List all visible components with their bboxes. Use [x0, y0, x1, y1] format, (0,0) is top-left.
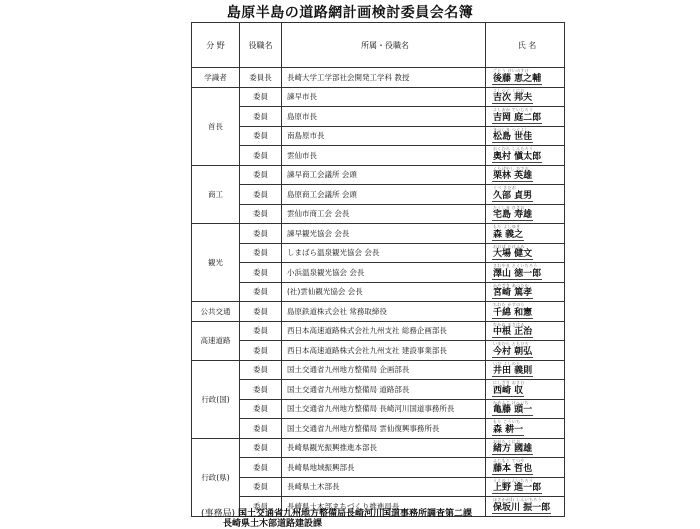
field-cell: 首長 [192, 87, 240, 165]
name-cell [486, 302, 565, 322]
table-row [192, 165, 565, 185]
role-cell: 委員 [240, 380, 282, 400]
role-cell: 委員 [240, 341, 282, 361]
role-cell: 委員 [240, 185, 282, 205]
member-name: 今村 朝弘 [493, 346, 533, 357]
member-name: 森 義之 [493, 229, 524, 240]
table-row [192, 224, 565, 244]
name-furigana: ほさかがわ しんいちろう [493, 497, 542, 502]
name-furigana: もり よしゆき [493, 224, 521, 229]
role-cell: 委員 [240, 399, 282, 419]
affiliation-cell: 雲仙市長 [282, 146, 486, 166]
role-cell: 委員 [240, 360, 282, 380]
page-title: 島原半島の道路網計画検討委員会名簿 [226, 5, 474, 21]
table-row [192, 341, 565, 361]
table-row [192, 185, 565, 205]
table-row [192, 302, 565, 322]
table-row [192, 419, 565, 439]
member-name: 西崎 収 [493, 385, 524, 396]
affiliation-cell: 西日本高速道路株式会社九州支社 総務企画部長 [282, 321, 486, 341]
role-cell: 委員 [240, 126, 282, 146]
name-furigana: いだ よしのり [493, 360, 521, 366]
affiliation-cell: 長崎県土木部まちづくり推進局長 [282, 497, 486, 517]
member-name: 中根 正治 [493, 327, 533, 338]
name-furigana: なかね まさはる [493, 321, 525, 327]
name-cell [486, 282, 565, 302]
name-furigana: いまむら ともひろ [493, 341, 529, 346]
role-cell: 委員 [240, 458, 282, 478]
member-name: 宅島 寿雄 [493, 210, 533, 221]
header-field: 分 野 [192, 23, 240, 68]
table-row [192, 68, 565, 88]
member-name: 千綿 和憲 [493, 307, 533, 318]
role-cell: 委員 [240, 204, 282, 224]
role-cell: 委員 [240, 438, 282, 458]
name-furigana: たくしま ひさお [493, 204, 525, 210]
affiliation-cell: 島原商工会議所 会頭 [282, 185, 486, 205]
member-name: 上野 進一郎 [493, 483, 542, 494]
table-row [192, 243, 565, 263]
field-cell: 行政(県) [192, 438, 240, 516]
name-cell [486, 185, 565, 205]
member-name: 緒方 國雄 [493, 444, 533, 455]
role-cell: 委員 [240, 165, 282, 185]
affiliation-cell: 西日本高速道路株式会社九州支社 建設事業部長 [282, 341, 486, 361]
header-affiliation: 所属・役職名 [282, 23, 486, 68]
table-row [192, 438, 565, 458]
member-name: 森 耕一 [493, 424, 524, 435]
affiliation-cell: 国土交通省九州地方整備局 企画部長 [282, 360, 486, 380]
name-furigana: くりばやし ひでお [493, 165, 529, 171]
member-name: 保坂川 振一郎 [493, 502, 551, 513]
name-furigana: ごとう けいのすけ [493, 68, 529, 73]
name-furigana: くべ さだお [493, 185, 517, 190]
role-cell: 委員長 [240, 68, 282, 88]
name-cell [486, 204, 565, 224]
table-row [192, 458, 565, 478]
role-cell: 委員 [240, 419, 282, 439]
affiliation-cell: 諫早観光協会 会長 [282, 224, 486, 244]
role-cell: 委員 [240, 477, 282, 497]
name-cell [486, 477, 565, 497]
affiliation-cell: 諫早市長 [282, 87, 486, 107]
affiliation-cell: 長崎県土木部長 [282, 477, 486, 497]
field-cell: 公共交通 [192, 302, 240, 322]
member-name: 藤本 哲也 [493, 463, 533, 474]
table-row [192, 107, 565, 127]
member-name: 久部 貞男 [493, 190, 533, 201]
role-cell: 委員 [240, 146, 282, 166]
role-cell: 委員 [240, 302, 282, 322]
affiliation-cell: 諫早商工会議所 会頭 [282, 165, 486, 185]
secretariat-office-1: 国土交通省九州地方整備局長崎河川国道事務所調査第二課 [238, 509, 473, 519]
member-name: 松島 世佳 [493, 132, 533, 143]
name-cell [486, 165, 565, 185]
member-name: 奥村 愼太郎 [493, 151, 542, 162]
table-row [192, 477, 565, 497]
name-furigana: さわやま とくいちろう [493, 263, 538, 268]
table-row [192, 282, 565, 302]
name-furigana: おくむら しんたろう [493, 146, 534, 151]
name-cell [486, 341, 565, 361]
name-cell [486, 87, 565, 107]
affiliation-cell: 南島原市長 [282, 126, 486, 146]
header-role: 役職名 [240, 23, 282, 68]
name-furigana: よしつぐ くにお [493, 87, 525, 93]
name-cell [486, 321, 565, 341]
name-cell [486, 146, 565, 166]
table-row [192, 380, 565, 400]
name-furigana: かめふじ けんいち [493, 399, 529, 405]
table-row [192, 360, 565, 380]
field-cell: 商工 [192, 165, 240, 224]
secretariat-label: (事務局) [201, 509, 236, 519]
affiliation-cell: 島原鉄道株式会社 常務取締役 [282, 302, 486, 322]
affiliation-cell: 雲仙市商工会 会長 [282, 204, 486, 224]
affiliation-cell: 長崎県地域振興部長 [282, 458, 486, 478]
name-cell [486, 419, 565, 439]
field-cell: 行政(国) [192, 360, 240, 438]
name-furigana: よしおか ていじろう [493, 107, 534, 112]
name-cell [486, 399, 565, 419]
table-row [192, 204, 565, 224]
member-name: 栗林 英雄 [493, 171, 533, 182]
role-cell: 委員 [240, 321, 282, 341]
table-row [192, 146, 565, 166]
member-name: 吉次 邦夫 [493, 93, 533, 104]
name-furigana: おおば たけふみ [493, 243, 525, 249]
name-cell [486, 68, 565, 88]
name-furigana: うえの しんいちろう [493, 477, 534, 483]
member-name: 吉岡 庭二郎 [493, 112, 542, 123]
member-name: 宮崎 篤孝 [493, 288, 533, 299]
name-furigana: まつしま つぐよし [493, 126, 529, 132]
name-cell [486, 380, 565, 400]
affiliation-cell: 国土交通省九州地方整備局 雲仙復興事務所長 [282, 419, 486, 439]
role-cell: 委員 [240, 87, 282, 107]
role-cell: 委員 [240, 224, 282, 244]
affiliation-cell: 国土交通省九州地方整備局 道路部長 [282, 380, 486, 400]
affiliation-cell: (社)雲仙観光協会 会長 [282, 282, 486, 302]
role-cell: 委員 [240, 107, 282, 127]
name-cell [486, 497, 565, 517]
member-name: 大場 健文 [493, 249, 533, 260]
name-furigana: ちわた かずのり [493, 302, 525, 307]
affiliation-cell: 島原市長 [282, 107, 486, 127]
header-name: 氏 名 [486, 23, 565, 68]
table-header-row [192, 23, 565, 68]
member-name: 澤山 徳一郎 [493, 268, 542, 279]
name-cell [486, 438, 565, 458]
name-furigana: にしざき おさむ [493, 380, 525, 385]
affiliation-cell: 小浜温泉観光協会 会長 [282, 263, 486, 283]
member-name: 井田 義則 [493, 366, 533, 377]
name-furigana: ふじもと てつや [493, 458, 525, 463]
name-furigana: みやざき あつたか [493, 282, 529, 288]
affiliation-cell: しまばら温泉観光協会 会長 [282, 243, 486, 263]
affiliation-cell: 長崎県観光振興推進本部長 [282, 438, 486, 458]
role-cell: 委員 [240, 263, 282, 283]
name-furigana: おがた くにお [493, 438, 521, 444]
member-name: 亀藤 頭一 [493, 405, 533, 416]
name-cell [486, 126, 565, 146]
name-cell [486, 224, 565, 244]
role-cell: 委員 [240, 282, 282, 302]
table-row [192, 263, 565, 283]
table-row [192, 126, 565, 146]
table-row [192, 399, 565, 419]
name-cell [486, 263, 565, 283]
affiliation-cell: 国土交通省九州地方整備局 長崎河川国道事務所長 [282, 399, 486, 419]
affiliation-cell: 長崎大学工学部社会開発工学科 教授 [282, 68, 486, 88]
name-cell [486, 107, 565, 127]
member-roster-table [191, 22, 565, 517]
name-cell [486, 360, 565, 380]
role-cell: 委員 [240, 497, 282, 517]
member-name: 後藤 恵之輔 [493, 73, 542, 84]
field-cell: 観光 [192, 224, 240, 302]
roster-body [192, 68, 565, 517]
name-cell [486, 243, 565, 263]
secretariat-office-2: 長崎県土木部道路建設課 [223, 519, 323, 529]
role-cell: 委員 [240, 243, 282, 263]
name-furigana: もり こういち [493, 419, 521, 424]
field-cell: 高速道路 [192, 321, 240, 360]
table-row [192, 87, 565, 107]
field-cell: 学識者 [192, 68, 240, 88]
name-cell [486, 458, 565, 478]
table-row [192, 321, 565, 341]
